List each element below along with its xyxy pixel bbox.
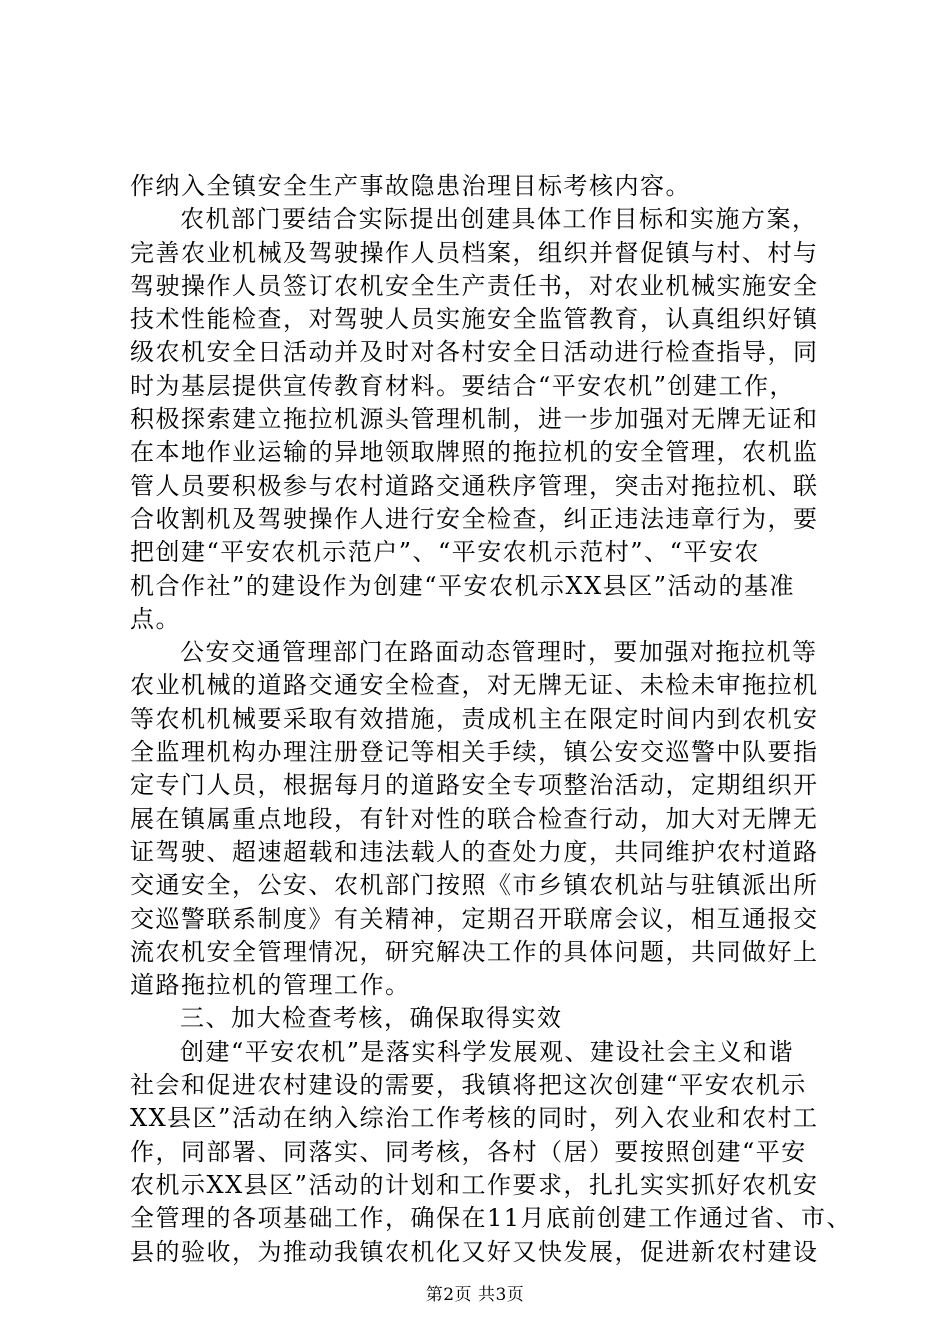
text-line: 三、加大检查考核，确保取得实效 — [180, 1004, 563, 1033]
text-line: 技术性能检查，对驾驶人员实施安全监管教育，认真组织好镇 — [130, 305, 819, 334]
text-line: 道路拖拉机的管理工作。 — [130, 971, 411, 1000]
text-line: 创建“平安农机”是落实科学发展观、建设社会主义和谐 — [180, 1037, 795, 1066]
text-line: 积极探索建立拖拉机源头管理机制，进一步加强对无牌无证和 — [130, 405, 819, 434]
text-line: XX县区”活动在纳入综治工作考核的同时，列入农业和农村工 — [130, 1104, 819, 1133]
text-line: 等农机机械要采取有效措施，责成机主在限定时间内到农机安 — [130, 704, 819, 733]
text-line: 社会和促进农村建设的需要，我镇将把这次创建“平安农机示 — [130, 1071, 807, 1100]
text-line: 定专门人员，根据每月的道路安全专项整治活动，定期组织开 — [130, 771, 819, 800]
text-line: 合收割机及驾驶操作人进行安全检查，纠正违法违章行为，要 — [130, 504, 819, 533]
text-line: 农业机械的道路交通安全检查，对无牌无证、未检未审拖拉机 — [130, 671, 819, 700]
page-footer: 第2页 共3页 — [425, 1285, 525, 1305]
text-line: 管人员要积极参与农村道路交通秩序管理，突击对拖拉机、联 — [130, 471, 819, 500]
text-line: 在本地作业运输的异地领取牌照的拖拉机的安全管理，农机监 — [130, 438, 819, 467]
document-body — [130, 170, 853, 1269]
text-line: 公安交通管理部门在路面动态管理时，要加强对拖拉机等 — [180, 638, 818, 667]
text-line: 全监理机构办理注册登记等相关手续，镇公安交巡警中队要指 — [130, 738, 819, 767]
text-line: 全管理的各项基础工作，确保在11月底前创建工作通过省、市、 — [130, 1204, 853, 1233]
text-line: 农机示XX县区”活动的计划和工作要求，扎扎实实抓好农机安 — [130, 1170, 819, 1199]
text-line: 县的验收，为推动我镇农机化又好又快发展，促进新农村建设 — [130, 1237, 819, 1266]
text-line: 点。 — [130, 604, 181, 633]
text-line: 交巡警联系制度》有关精神，定期召开联席会议，相互通报交 — [130, 904, 819, 933]
text-line: 作，同部署、同落实、同考核，各村（居）要按照创建“平安 — [130, 1137, 807, 1166]
text-line: 机合作社”的建设作为创建“平安农机示XX县区”活动的基准 — [130, 571, 795, 600]
text-line: 农机部门要结合实际提出创建具体工作目标和实施方案， — [180, 205, 818, 234]
text-line: 交通安全，公安、农机部门按照《市乡镇农机站与驻镇派出所 — [130, 871, 819, 900]
text-line: 流农机安全管理情况，研究解决工作的具体问题，共同做好上 — [130, 937, 819, 966]
text-line: 证驾驶、超速超载和违法载人的查处力度，共同维护农村道路 — [130, 837, 819, 866]
text-line: 展在镇属重点地段，有针对性的联合检查行动，加大对无牌无 — [130, 804, 819, 833]
text-line: 把创建“平安农机示范户”、“平安农机示范村”、“平安农 — [130, 538, 760, 567]
text-line: 驾驶操作人员签订农机安全生产责任书，对农业机械实施安全 — [130, 271, 819, 300]
text-line: 作纳入全镇安全生产事故隐患治理目标考核内容。 — [130, 172, 691, 200]
text-line: 完善农业机械及驾驶操作人员档案，组织并督促镇与村、村与 — [130, 238, 819, 267]
text-line: 时为基层提供宣传教育材料。要结合“平安农机”创建工作， — [130, 371, 796, 400]
text-line: 级农机安全日活动并及时对各村安全日活动进行检查指导，同 — [130, 338, 819, 367]
